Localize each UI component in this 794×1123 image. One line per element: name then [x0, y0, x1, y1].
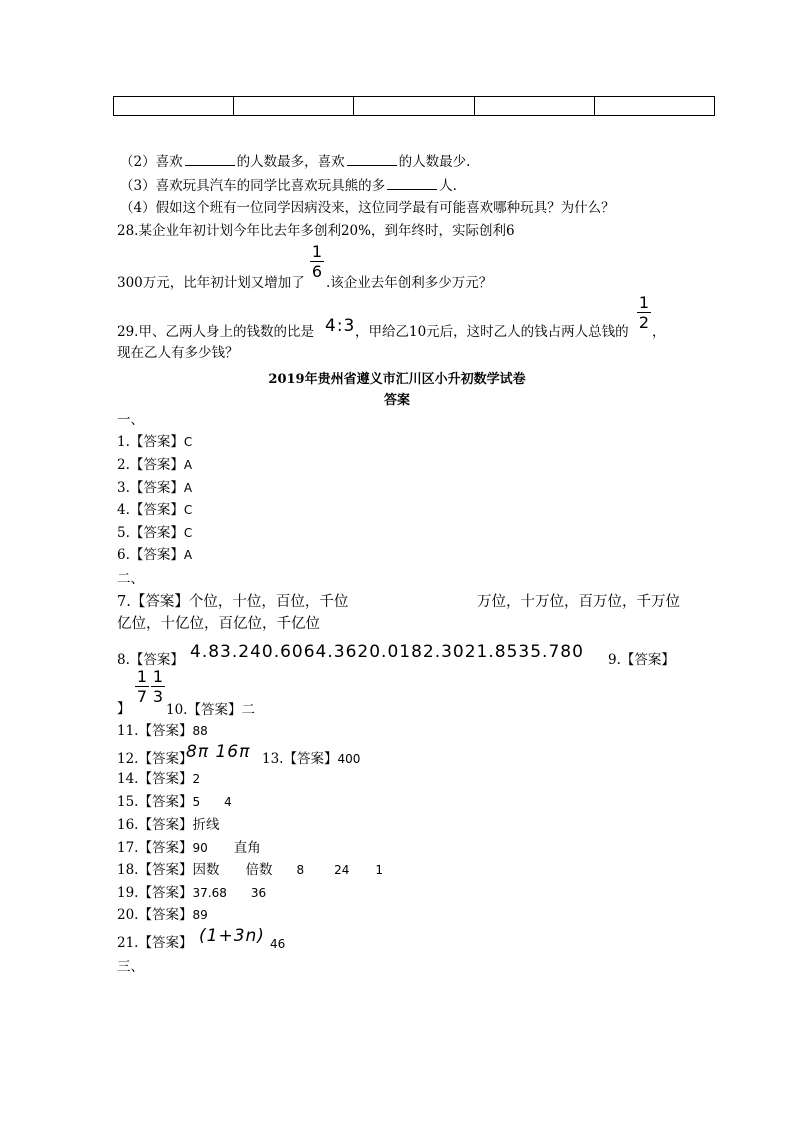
section-one-heading: 一、: [117, 412, 144, 428]
q27-part3: [120, 176, 457, 195]
answer-8-value: 4.83.240.6064.3620.0182.3021.8535.780: [190, 642, 584, 662]
q29-line1a: 29.甲、乙两人身上的钱数的比是: [117, 324, 314, 340]
q27-p3-text-b: 人.: [439, 178, 457, 194]
answer-row: 3.【答案】A: [117, 480, 193, 496]
answer-row: 19.【答案】37.68 36: [117, 885, 267, 901]
q29-fraction: [637, 294, 651, 331]
answer-row: 6.【答案】A: [117, 547, 193, 563]
answer-blank: [387, 176, 437, 190]
answer-blank: [347, 152, 397, 166]
fraction-numerator: 1: [638, 293, 650, 312]
answer-row: 7.【答案】个位，十位，百位，千位: [117, 594, 349, 610]
q28-fraction: [310, 243, 324, 280]
answer-row: 10.【答案】二: [166, 702, 255, 718]
q29-line2: 现在乙人有多少钱？: [117, 345, 239, 361]
answer-9-fraction-2: 1 3: [152, 667, 164, 706]
answer-row: 17.【答案】90 直角: [117, 840, 261, 856]
answer-row: 4.【答案】C: [117, 502, 193, 518]
section-three-heading: 三、: [117, 959, 144, 975]
answer-9-fraction-1: 1 7: [136, 667, 148, 706]
answer-row: 2.【答案】A: [117, 457, 193, 473]
q27-part4: （4）假如这个班有一位同学因病没来，这位同学最有可能喜欢哪种玩具？为什么？: [120, 200, 615, 216]
answers-title: 2019年贵州省遵义市汇川区小升初数学试卷: [268, 372, 526, 387]
data-table-strip: [113, 96, 715, 116]
answer-row: 1.【答案】C: [117, 434, 193, 450]
table-cell: [354, 97, 474, 115]
answer-row: 16.【答案】折线: [117, 817, 220, 833]
q28-line2a: 300万元，比年初计划又增加了: [117, 275, 305, 291]
answer-row: 13.【答案】400: [262, 751, 361, 767]
table-cell: [475, 97, 595, 115]
q28-line1: 28.某企业年初计划今年比去年多创利20%，到年终时，实际创利6: [117, 223, 515, 239]
answer-row: 8.【答案】: [117, 652, 184, 668]
answer-9-close: 】: [117, 701, 131, 717]
q27-p2-text-c: 的人数最少.: [398, 154, 471, 170]
fraction-denominator: 6: [311, 262, 323, 281]
answer-7-part3: 亿位，十亿位，百亿位，千亿位: [117, 616, 320, 632]
answer-12-value: 8π 16π: [186, 742, 251, 762]
answer-row: 15.【答案】5 4: [117, 794, 232, 810]
answer-row: 21.【答案】: [117, 935, 193, 951]
answer-row: 12.【答案】: [117, 751, 193, 767]
q28-line2b: .该企业去年创利多少万元？: [326, 275, 493, 291]
table-cell: [234, 97, 354, 115]
answer-21-expression: (1+3n): [199, 926, 265, 946]
q27-p2-text-b: 的人数最多，喜欢: [236, 154, 345, 170]
q27-part2: [120, 152, 470, 171]
answers-subtitle: 答案: [383, 393, 410, 408]
answer-row: 20.【答案】89: [117, 907, 208, 923]
answer-row: 18.【答案】因数 倍数 8 24 1: [117, 862, 384, 878]
answer-7-part2: 万位，十万位，百万位，千万位: [477, 594, 680, 610]
answer-row: 5.【答案】C: [117, 525, 193, 541]
answer-row: 11.【答案】88: [117, 723, 208, 739]
q29-line1b: ，甲给乙10元后，这时乙人的钱占两人总钱的: [355, 324, 629, 340]
answer-row: 9.【答案】: [608, 652, 675, 668]
answer-row: 14.【答案】2: [117, 771, 201, 787]
q29-ratio: 4:3: [325, 316, 356, 336]
q29-line1c: ，: [652, 324, 666, 340]
answer-blank: [185, 152, 235, 166]
q27-p2-text-a: （2）喜欢: [120, 154, 183, 170]
table-cell: [595, 97, 714, 115]
fraction-numerator: 1: [311, 242, 323, 261]
fraction-denominator: 2: [638, 313, 650, 332]
answer-21-value: 46: [270, 937, 286, 951]
table-cell: [114, 97, 234, 115]
q27-p3-text-a: （3）喜欢玩具汽车的同学比喜欢玩具熊的多: [120, 178, 386, 194]
section-two-heading: 二、: [117, 571, 144, 587]
